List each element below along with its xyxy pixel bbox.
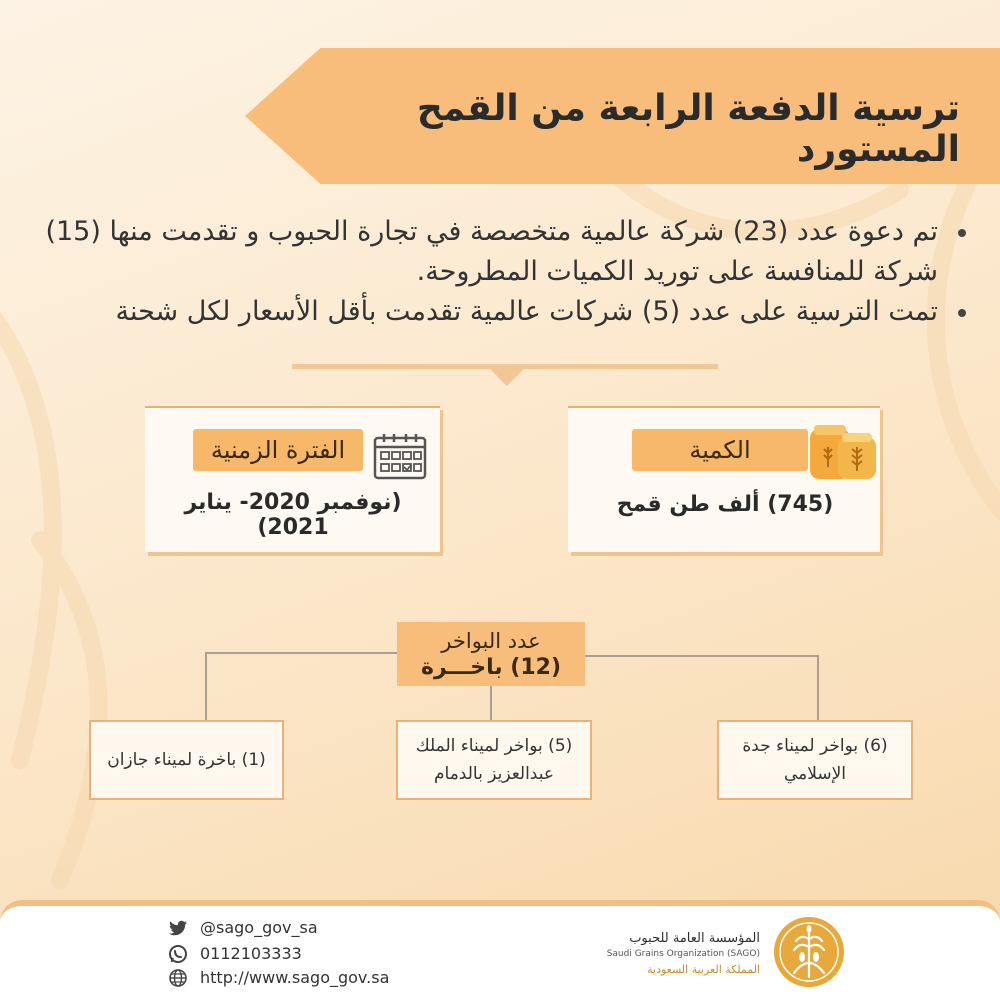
globe-icon	[168, 968, 188, 988]
page-title: ترسية الدفعة الرابعة من القمح المستورد	[416, 88, 960, 170]
branch-line: (6) بواخر لميناء جدة	[742, 736, 888, 756]
tree-connector	[490, 686, 492, 720]
org-name-arabic: المؤسسة العامة للحبوب	[629, 931, 760, 946]
vessels-total-box	[397, 622, 585, 686]
bullet-item: تمت الترسية على عدد (5) شركات عالمية تقدمت بأقل الأسعار لكل شحنة	[28, 292, 978, 332]
sago-logo	[772, 915, 846, 989]
tree-connector	[817, 655, 819, 720]
bullet-list	[28, 212, 978, 332]
tree-connector	[205, 652, 397, 654]
bullet-item: تم دعوة عدد (23) شركة عالمية متخصصة في تجارة الحبوب و تقدمت منها (15) شركة للمنافسة على توريد الكميات المطروحة.	[28, 212, 978, 292]
period-label: الفترة الزمنية	[193, 429, 363, 471]
org-name-english: Saudi Grains Organization (SAGO)	[606, 949, 760, 959]
period-value: (نوفمبر 2020- يناير 2021)	[184, 490, 402, 540]
jazan-port-box	[89, 720, 284, 800]
branch-line: (5) بواخر لميناء الملك	[415, 736, 573, 756]
separator-arrow	[490, 369, 524, 386]
wheat-sacks-icon	[808, 423, 878, 481]
phone-link[interactable]: 0112103333	[200, 944, 302, 963]
twitter-icon	[168, 918, 188, 938]
twitter-handle-link[interactable]: @sago_gov_sa	[200, 918, 318, 937]
branch-line: الإسلامي	[783, 764, 847, 784]
footer	[0, 900, 1000, 1000]
quantity-label: الكمية	[632, 429, 808, 471]
quantity-value: (745) ألف طن قمح	[616, 492, 834, 517]
calendar-icon	[372, 432, 428, 480]
vessels-total: (12) باخـــرة	[420, 655, 561, 680]
tree-connector	[585, 655, 818, 657]
branch-line: (1) باخرة لميناء جازان	[107, 750, 266, 770]
jeddah-port-box	[717, 720, 913, 800]
whatsapp-icon	[168, 944, 188, 964]
website-link[interactable]: http://www.sago_gov.sa	[200, 968, 390, 987]
vessels-label: عدد البواخر	[441, 629, 541, 653]
tree-connector	[205, 652, 207, 720]
branch-line: عبدالعزيز بالدمام	[433, 764, 555, 784]
country-name: المملكة العربية السعودية	[647, 963, 760, 976]
dammam-port-box	[396, 720, 592, 800]
